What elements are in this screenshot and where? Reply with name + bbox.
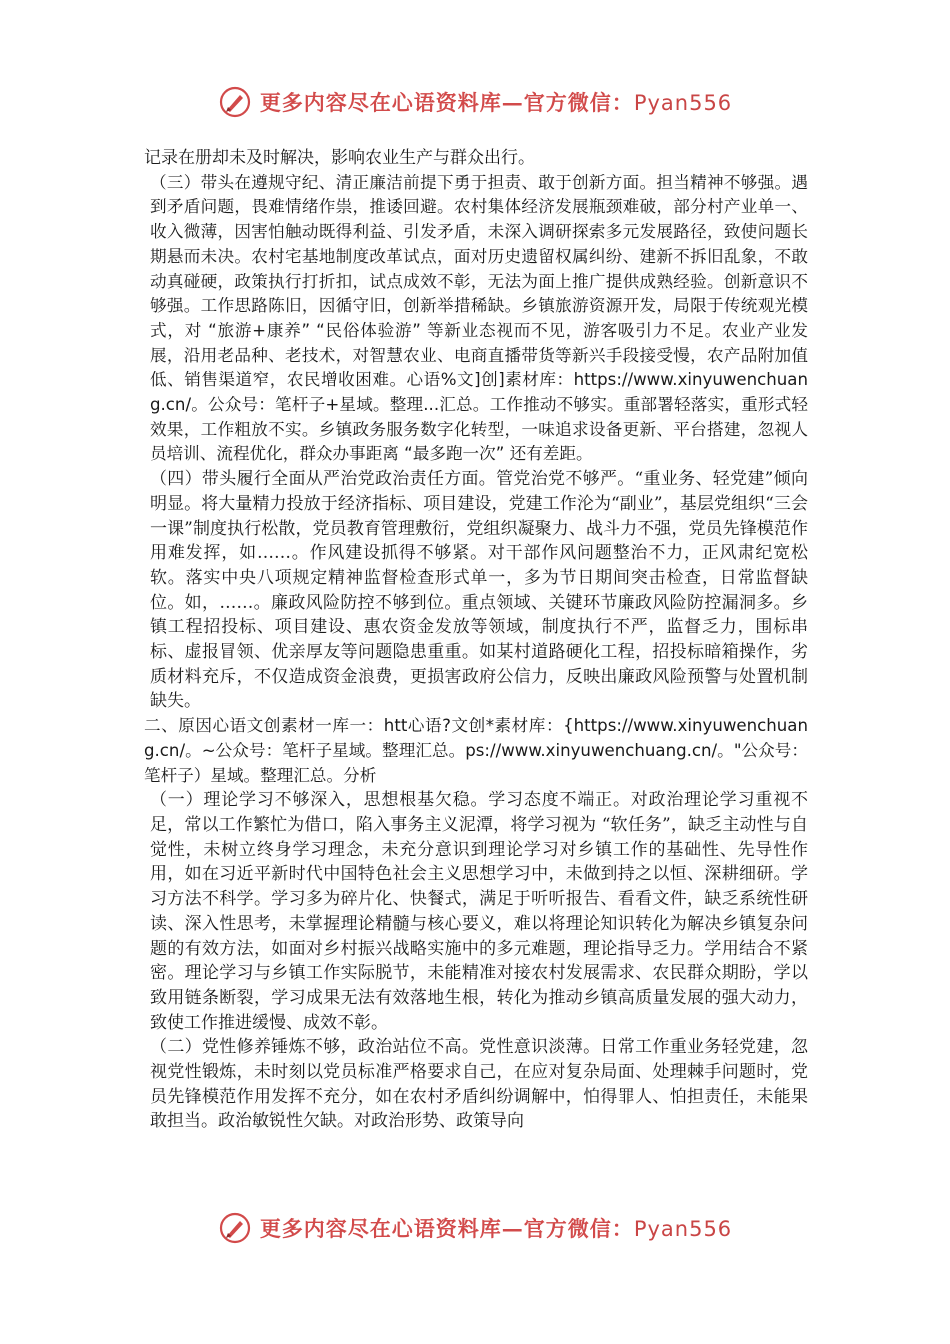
paragraph-intro-continuation: 记录在册却未及时解决，影响农业生产与群众出行。 — [144, 148, 535, 168]
document-body — [144, 146, 808, 1134]
header-banner-text: 更多内容尽在心语资料库—官方微信：Pyan556 — [259, 90, 733, 115]
paragraph-cause-2: （二）党性修养锤炼不够，政治站位不高。党性意识淡薄。日常工作重业务轻党建，忽视党性锻炼，未时刻以党员标准严格要求自己，在应对复杂局面、处理棘手问题时，党员先锋模范作用发挥不充分，如在农村矛盾纠纷调解中，怕得罪人、怕担责任，未能果敢担当。政治敏锐性欠缺。对政治形势、政策导向 — [150, 1037, 808, 1132]
footer-banner — [0, 1208, 950, 1248]
paragraph-section-4: （四）带头履行全面从严治党政治责任方面。管党治党不够严。“重业务、轻党建”倾向明显。将大量精力投放于经济指标、项目建设，党建工作沦为“副业”，基层党组织“三会一课”制度执行松散，党员教育管理敷衍，党组织凝聚力、战斗力不强，党员先锋模范作用难发挥，如……。作风建设抓得不够紧。对干部作风问题整治不力，正风肃纪宽松软。落实中央八项规定精神监督检查形式单一，多为节日期间突击检查，日常监督缺位。如，……。廉政风险防控不够到位。重点领域、关键环节廉政风险防控漏洞多。乡镇工程招投标、项目建设、惠农资金发放等领域，制度执行不严，监督乏力，围标串标、虚报冒领、优亲厚友等问题隐患重重。如某村道路硬化工程，招投标暗箱操作，劣质材料充斥，不仅造成资金浪费，更损害政府公信力，反映出廉政风险预警与处置机制缺失。 — [150, 469, 808, 712]
paragraph-part-2-heading: 二、原因心语文创素材一库一：htt心语?文创*素材库：{https://www.xinyuwenchuang.cn/。~公众号：笔杆子星域。整理汇总。ps://www.xinyuwenchuang.cn/。"公众号：笔杆子）星域。整理汇总。分析 — [144, 716, 808, 785]
header-banner — [0, 82, 950, 122]
paragraph-cause-1: （一）理论学习不够深入，思想根基欠稳。学习态度不端正。对政治理论学习重视不足，常以工作繁忙为借口，陷入事务主义泥潭，将学习视为 “软任务”，缺乏主动性与自觉性，未树立终身学习理念，未充分意识到理论学习对乡镇工作的基础性、先导性作用，如在习近平新时代中国特色社会主义思想学习中，未做到持之以恒、深耕细研。学习方法不科学。学习多为碎片化、快餐式，满足于听听报告、看看文件，缺乏系统性研读、深入性思考，未掌握理论精髓与核心要义，难以将理论知识转化为解决乡镇复杂问题的有效方法，如面对乡村振兴战略实施中的多元难题，理论指导乏力。学用结合不紧密。理论学习与乡镇工作实际脱节，未能精准对接农村发展需求、农民群众期盼，学以致用链条断裂，学习成果无法有效落地生根，转化为推动乡镇高质量发展的强大动力，致使工作推进缓慢、成效不彰。 — [150, 790, 808, 1033]
pen-logo-icon — [218, 1211, 252, 1245]
footer-banner-text: 更多内容尽在心语资料库—官方微信：Pyan556 — [259, 1216, 733, 1241]
pen-logo-icon — [218, 85, 252, 119]
header-wechat-id: Pyan556 — [633, 91, 733, 115]
paragraph-section-3: （三）带头在遵规守纪、清正廉洁前提下勇于担责、敢于创新方面。担当精神不够强。遇到矛盾问题，畏难情绪作祟，推诿回避。农村集体经济发展瓶颈难破，部分村产业单一、收入微薄，因害怕触动既得利益、引发矛盾，未深入调研探索多元发展路径，致使问题长期悬而未决。农村宅基地制度改革试点，面对历史遗留权属纠纷、建新不拆旧乱象，不敢动真碰硬，政策执行打折扣，试点成效不彰，无法为面上推广提供成熟经验。创新意识不够强。工作思路陈旧，因循守旧，创新举措稀缺。乡镇旅游资源开发，局限于传统观光模式，对 “旅游+康养” “民俗体验游” 等新业态视而不见，游客吸引力不足。农业产业发展，沿用老品种、老技术，对智慧农业、电商直播带货等新兴手段接受慢，农产品附加值低、销售渠道窄，农民增收困难。心语%文]创]素材库：https://www.xinyuwenchuang.cn/。公众号：笔杆子+星域。整理...汇总。工作推动不够实。重部署轻落实，重形式轻效果，工作粗放不实。乡镇政务服务数字化转型，一味追求设备更新、平台搭建，忽视人员培训、流程优化，群众办事距离 “最多跑一次” 还有差距。 — [150, 172, 808, 464]
footer-wechat-id: Pyan556 — [633, 1217, 733, 1241]
